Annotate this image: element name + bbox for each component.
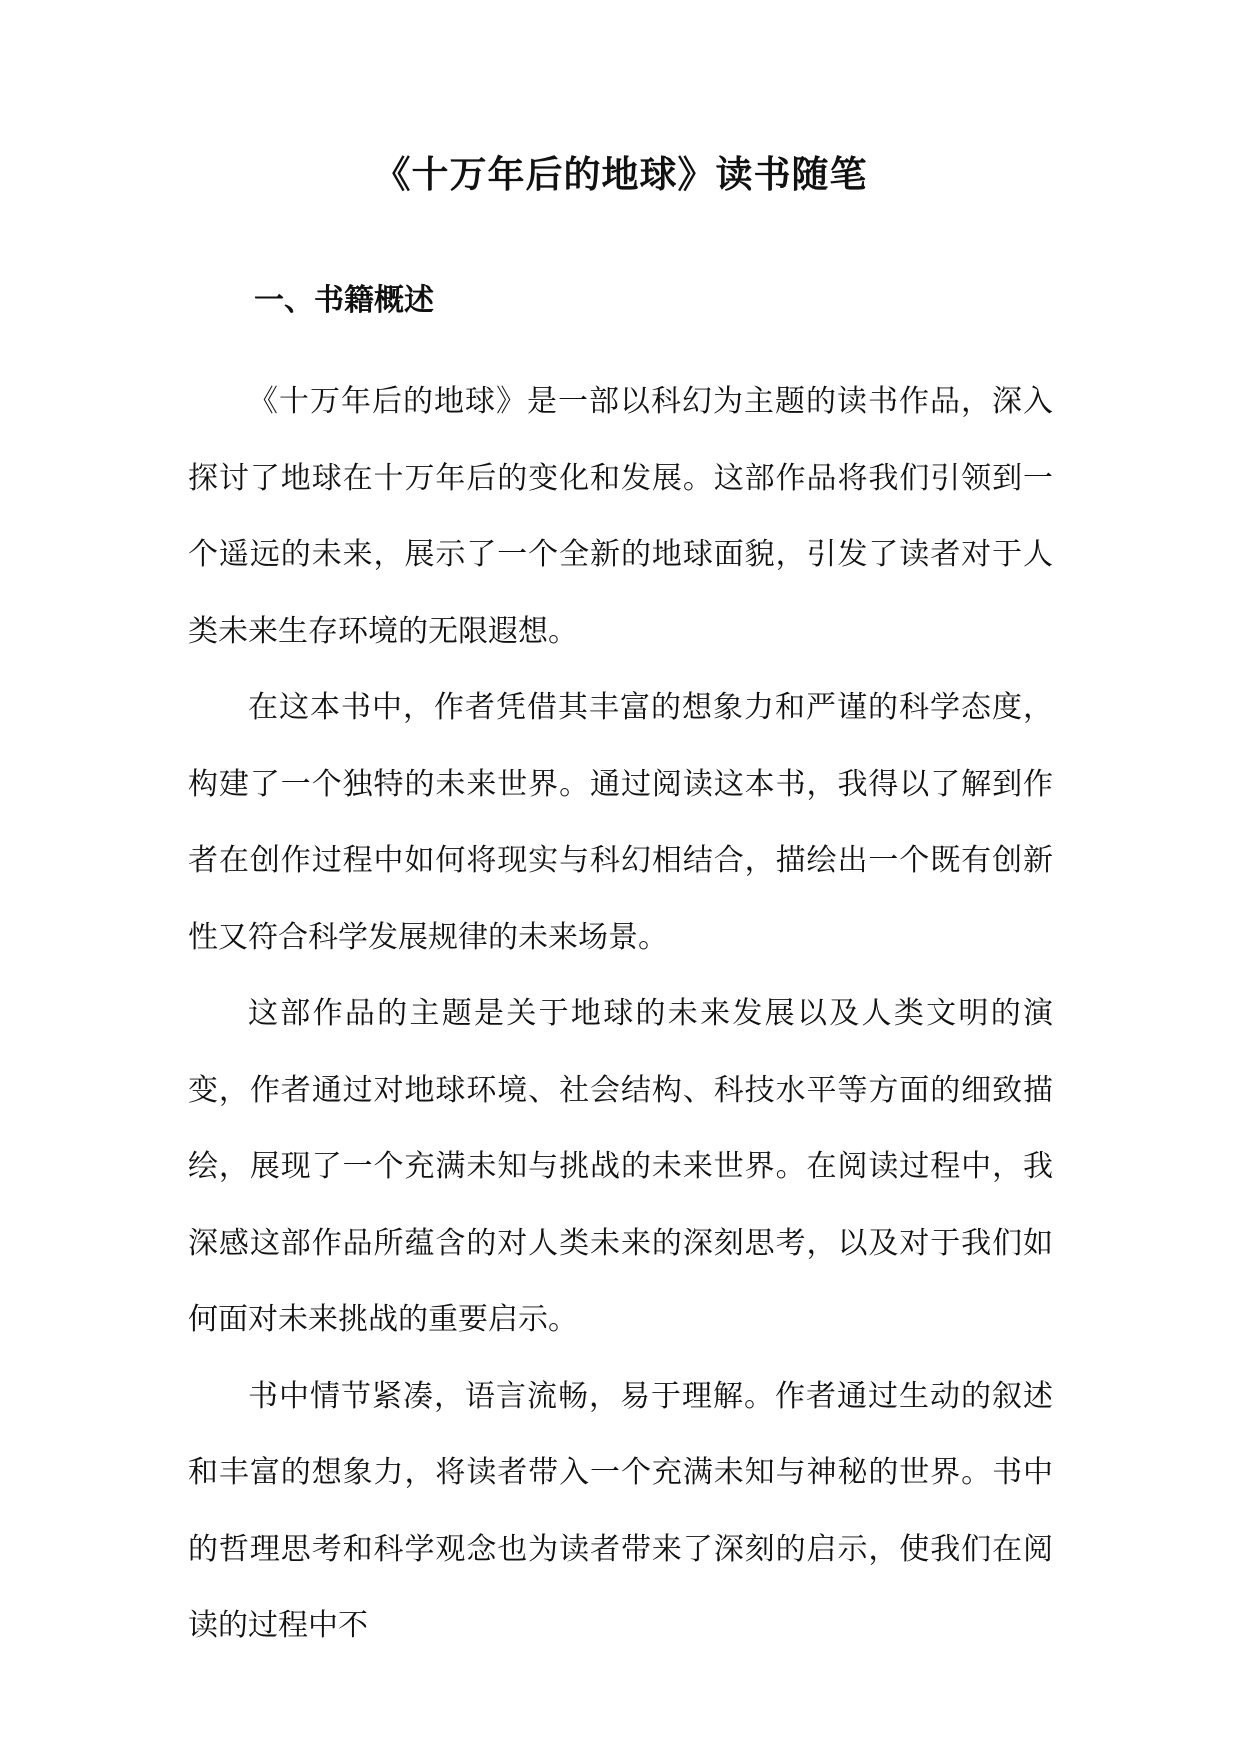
paragraph-3: 这部作品的主题是关于地球的未来发展以及人类文明的演变，作者通过对地球环境、社会结构、科技水平等方面的细致描绘，展现了一个充满未知与挑战的未来世界。在阅读过程中，我深感这部作品所蕴含的对人类未来的深刻思考，以及对于我们如何面对未来挑战的重要启示。 xyxy=(188,996,1053,1337)
section-body xyxy=(188,364,1053,1665)
document-title: 《十万年后的地球》读书随笔 xyxy=(373,153,868,196)
paragraph-4: 书中情节紧凑，语言流畅，易于理解。作者通过生动的叙述和丰富的想象力，将读者带入一个充满未知与神秘的世界。书中的哲理思考和科学观念也为读者带来了深刻的启示，使我们在阅读的过程中不 xyxy=(188,1378,1053,1643)
section-heading-overview: 一、书籍概述 xyxy=(254,283,434,318)
paragraph-2: 在这本书中，作者凭借其丰富的想象力和严谨的科学态度，构建了一个独特的未来世界。通过阅读这本书，我得以了解到作者在创作过程中如何将现实与科幻相结合，描绘出一个既有创新性又符合科学发展规律的未来场景。 xyxy=(188,690,1053,955)
paragraph-1: 《十万年后的地球》是一部以科幻为主题的读书作品，深入探讨了地球在十万年后的变化和发展。这部作品将我们引领到一个遥远的未来，展示了一个全新的地球面貌，引发了读者对于人类未来生存环境的无限遐想。 xyxy=(188,384,1053,649)
